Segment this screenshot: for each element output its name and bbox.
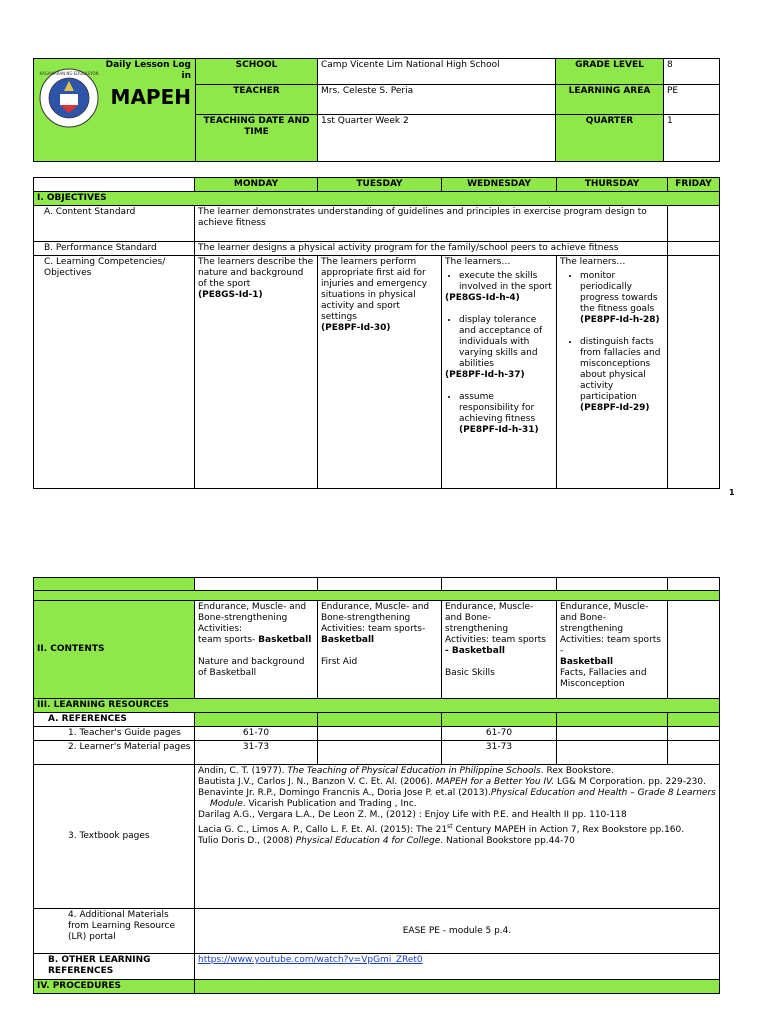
- competency-code: (PE8GS-Id-1): [198, 290, 263, 300]
- competency-list: [445, 392, 553, 436]
- subject-title: MAPEH: [110, 85, 191, 109]
- competency-code: (PE8PF-Id-30): [321, 323, 391, 333]
- procedures-heading: IV. PROCEDURES: [34, 980, 195, 994]
- reference-item: Darilag A.G., Vergara L.A., De Leon Z. M., (2012) : Enjoy Life with P.E. and Health II pp. 110-118: [198, 810, 627, 820]
- learners-material-wednesday: 31-73: [442, 741, 557, 765]
- deped-seal-icon: [38, 67, 100, 129]
- reference-item: Bautista J.V., Carlos J. N., Banzon V. C. Et. Al. (2006). MAPEH for a Better You IV. LG& M Corporation. pp. 229-230.: [198, 777, 706, 787]
- reference-item: Benavinte Jr. R.P., Domingo Francnis A., Doria Jose P. et.al (2013).Physical Education and Health – Grade 8 Learners Module. Vicarish Publication and Trading , Inc.: [198, 788, 716, 809]
- objectives-table: [33, 177, 720, 489]
- resources-heading: III. LEARNING RESOURCES: [34, 699, 720, 713]
- blank-cell: [668, 727, 720, 741]
- date-label: TEACHING DATE AND TIME: [196, 115, 318, 162]
- day-wednesday: WEDNESDAY: [442, 178, 557, 192]
- textbook-references: [195, 765, 720, 909]
- grade-value: 8: [664, 59, 720, 85]
- competency-intro: The learners…: [445, 257, 511, 267]
- competency-monday: [195, 256, 318, 489]
- contents-table: [33, 577, 720, 994]
- reference-item: Andin, C. T. (1977). The Teaching of Physical Education in Philippine Schools. Rex Bookstore.: [198, 766, 614, 776]
- competency-code: (PE8GS-Id-h-4): [445, 293, 520, 303]
- blank-corner: [34, 178, 195, 192]
- competency-text: The learners perform appropriate first aid for injuries and emergency situations in physical activity and sport settings: [321, 257, 428, 322]
- contents-heading: II. CONTENTS: [34, 601, 195, 699]
- competency-code: (PE8PF-Id-h-37): [445, 370, 525, 380]
- svg-text:KAGAWARAN NG EDUKASYON: KAGAWARAN NG EDUKASYON: [39, 71, 99, 76]
- blank-cell: [318, 713, 442, 727]
- blank-cell: [557, 727, 668, 741]
- learners-material-monday: 31-73: [195, 741, 318, 765]
- log-title: [106, 60, 191, 82]
- blank-cell: [557, 741, 668, 765]
- list-item: • monitor periodically progress towards the fitness goals (PE8PF-Id-h-28): [580, 271, 664, 326]
- reference-item: Tulio Doris D., (2008) Physical Education 4 for College. National Bookstore pp.44-70: [198, 836, 575, 846]
- teacher-value: Mrs. Celeste S. Peria: [318, 85, 556, 115]
- blank-cell: [557, 713, 668, 727]
- day-monday: MONDAY: [195, 178, 318, 192]
- school-label: SCHOOL: [196, 59, 318, 85]
- additional-materials-label: 4. Additional Materials from Learning Resource (LR) portal: [34, 909, 195, 954]
- friday-cell: [668, 206, 720, 242]
- reference-item: Lacia G. C., Limos A. P., Callo L. F. Et. Al. (2015): The 21st Century MAPEH in Action 7, Rex Bookstore pp.160.: [198, 823, 685, 835]
- log-title-line2: in: [181, 71, 191, 81]
- page-number: 1: [729, 488, 735, 497]
- day-friday: FRIDAY: [668, 178, 720, 192]
- green-divider: [34, 591, 720, 601]
- competencies-label: C. Learning Competencies/ Objectives: [34, 256, 195, 489]
- green-divider: [195, 980, 720, 994]
- list-item: • distinguish facts from fallacies and misconceptions about physical activity participation (PE8PF-Id-29): [580, 337, 664, 414]
- contents-monday: Endurance, Muscle- and Bone-strengthening Activities: team sports- Basketball Nature and background of Basketball: [195, 601, 318, 699]
- competency-thursday: [557, 256, 668, 489]
- competency-tuesday: [318, 256, 442, 489]
- blank-cell: [34, 578, 195, 591]
- competency-list: [445, 315, 553, 370]
- contents-tuesday: Endurance, Muscle- and Bone-strengthening Activities: team sports- Basketball First Aid: [318, 601, 442, 699]
- list-item: • execute the skills involved in the sport: [459, 271, 553, 293]
- area-value: PE: [664, 85, 720, 115]
- friday-cell: [668, 256, 720, 489]
- quarter-value: 1: [664, 115, 720, 162]
- header-table: [33, 58, 720, 162]
- blank-cell: [195, 713, 318, 727]
- content-standard-label: A. Content Standard: [34, 206, 195, 242]
- blank-cell: [318, 578, 442, 591]
- learners-material-label: 2. Learner's Material pages: [34, 741, 195, 765]
- blank-cell: [442, 578, 557, 591]
- teacher-label: TEACHER: [196, 85, 318, 115]
- blank-cell: [557, 578, 668, 591]
- teachers-guide-wednesday: 61-70: [442, 727, 557, 741]
- grade-label: GRADE LEVEL: [556, 59, 664, 85]
- blank-cell: [318, 741, 442, 765]
- school-value: Camp Vicente Lim National High School: [318, 59, 556, 85]
- performance-standard-text: The learner designs a physical activity program for the family/school peers to achieve fitness: [195, 242, 668, 256]
- teachers-guide-label: 1. Teacher's Guide pages: [34, 727, 195, 741]
- youtube-link[interactable]: https://www.youtube.com/watch?v=VpGmi_ZRet0: [198, 955, 423, 965]
- contents-thursday: Endurance, Muscle- and Bone-strengthening Activities: team sports - Basketball Facts, Fallacies and Misconception: [557, 601, 668, 699]
- day-tuesday: TUESDAY: [318, 178, 442, 192]
- blank-cell: [195, 578, 318, 591]
- log-title-line1: Daily Lesson Log: [105, 60, 191, 70]
- friday-cell: [668, 601, 720, 699]
- blank-cell: [668, 578, 720, 591]
- teachers-guide-monday: 61-70: [195, 727, 318, 741]
- competency-intro: The learners…: [560, 257, 626, 267]
- competency-wednesday: [442, 256, 557, 489]
- other-references-value: [195, 954, 720, 980]
- contents-wednesday: Endurance, Muscle- and Bone-strengthening Activities: team sports - Basketball Basic Skills: [442, 601, 557, 699]
- list-item: • display tolerance and acceptance of individuals with varying skills and abilities: [459, 315, 553, 370]
- objectives-heading: I. OBJECTIVES: [34, 192, 720, 206]
- content-standard-text: The learner demonstrates understanding of guidelines and principles in exercise program design to achieve fitness: [195, 206, 668, 242]
- blank-cell: [668, 741, 720, 765]
- list-item: • assume responsibility for achieving fitness (PE8PF-Id-h-31): [459, 392, 553, 436]
- date-value: 1st Quarter Week 2: [318, 115, 556, 162]
- references-label: A. REFERENCES: [34, 713, 195, 727]
- blank-cell: [318, 727, 442, 741]
- competency-list: [445, 271, 553, 293]
- friday-cell: [668, 242, 720, 256]
- performance-standard-label: B. Performance Standard: [34, 242, 195, 256]
- additional-materials-value: EASE PE - module 5 p.4.: [195, 909, 720, 954]
- quarter-label: QUARTER: [556, 115, 664, 162]
- area-label: LEARNING AREA: [556, 85, 664, 115]
- blank-cell: [442, 713, 557, 727]
- blank-cell: [668, 713, 720, 727]
- other-references-label: B. OTHER LEARNING REFERENCES: [34, 954, 195, 980]
- competency-text: The learners describe the nature and background of the sport: [198, 257, 314, 289]
- competency-list: [560, 271, 664, 414]
- textbook-label: 3. Textbook pages: [34, 765, 195, 909]
- day-thursday: THURSDAY: [557, 178, 668, 192]
- logo-cell: [34, 59, 196, 162]
